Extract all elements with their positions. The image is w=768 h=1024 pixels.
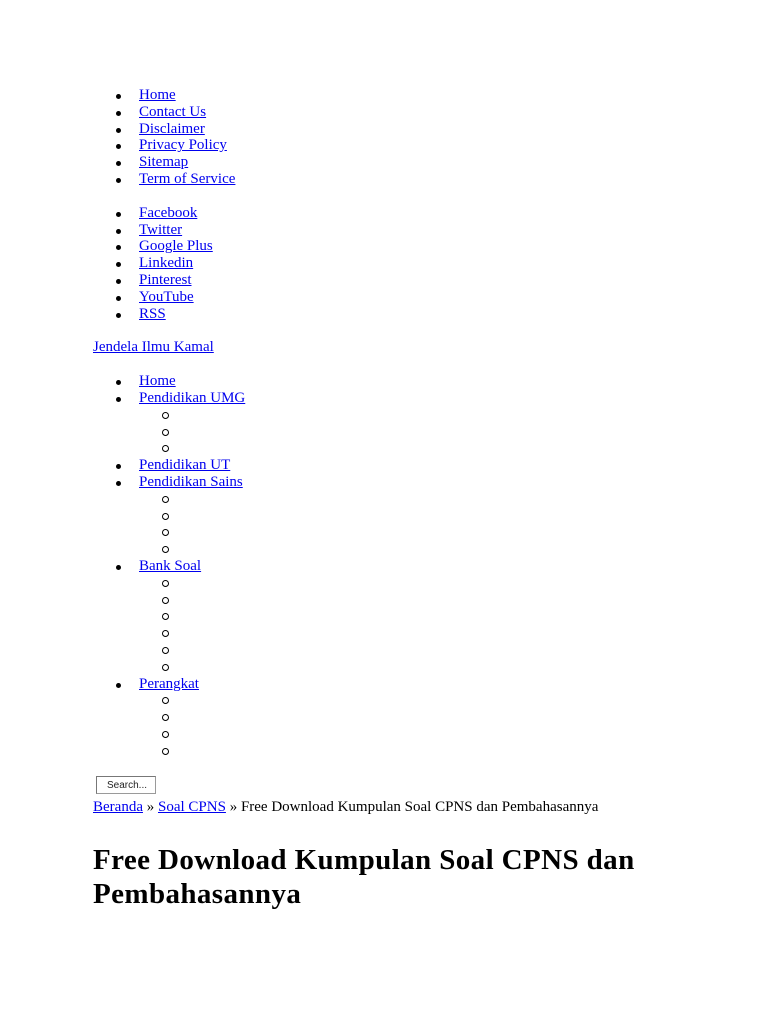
main-nav-link-home[interactable]: Home bbox=[139, 373, 176, 390]
main-nav-link-bank-soal[interactable]: Bank Soal bbox=[139, 557, 202, 574]
social-link-rss[interactable]: RSS bbox=[139, 305, 166, 322]
submenu-pendidikan-umg-wrapper bbox=[93, 407, 768, 457]
top-nav-item-contact bbox=[93, 104, 768, 121]
top-nav-item-tos bbox=[93, 171, 768, 188]
submenu-pendidikan-umg bbox=[93, 407, 768, 457]
social-link-twitter[interactable]: Twitter bbox=[139, 221, 183, 238]
submenu-item[interactable] bbox=[93, 592, 768, 609]
top-nav-link-contact[interactable]: Contact Us bbox=[139, 103, 207, 120]
social-item-youtube bbox=[93, 289, 768, 306]
main-nav-link-pendidikan-ut[interactable]: Pendidikan UT bbox=[139, 457, 231, 474]
top-nav-item-home bbox=[93, 87, 768, 104]
top-nav-link-sitemap[interactable]: Sitemap bbox=[139, 154, 189, 171]
submenu-bank-soal-wrapper bbox=[93, 575, 768, 676]
breadcrumb-home-link[interactable]: Beranda bbox=[93, 799, 143, 816]
main-nav-item-home bbox=[93, 373, 768, 390]
social-link-googleplus[interactable]: Google Plus bbox=[139, 238, 213, 255]
main-nav-link-perangkat[interactable]: Perangkat bbox=[139, 675, 199, 692]
breadcrumb-category-link[interactable]: Soal CPNS bbox=[157, 799, 226, 816]
submenu-item[interactable] bbox=[93, 608, 768, 625]
submenu-item[interactable] bbox=[93, 440, 768, 457]
site-title bbox=[93, 339, 768, 356]
top-nav-link-home[interactable]: Home bbox=[139, 87, 176, 103]
breadcrumb-separator: » bbox=[229, 799, 238, 816]
main-nav bbox=[93, 373, 768, 759]
post-title: Free Download Kumpulan Soal CPNS dan Pembahasannya bbox=[93, 844, 635, 911]
main-nav-link-pendidikan-sains[interactable]: Pendidikan Sains bbox=[139, 473, 243, 490]
submenu-item[interactable] bbox=[93, 508, 768, 525]
breadcrumb-separator: » bbox=[146, 799, 155, 816]
submenu-item[interactable] bbox=[93, 407, 768, 424]
submenu-item[interactable] bbox=[93, 743, 768, 760]
social-item-facebook bbox=[93, 205, 768, 222]
main-nav-item-pendidikan-ut bbox=[93, 457, 768, 474]
social-item-pinterest bbox=[93, 272, 768, 289]
social-link-linkedin[interactable]: Linkedin bbox=[139, 255, 194, 272]
top-nav-link-privacy[interactable]: Privacy Policy bbox=[139, 137, 227, 154]
submenu-item[interactable] bbox=[93, 491, 768, 508]
top-nav-link-disclaimer[interactable]: Disclaimer bbox=[139, 120, 205, 137]
top-nav bbox=[93, 87, 768, 188]
submenu-perangkat bbox=[93, 692, 768, 759]
social-item-twitter bbox=[93, 222, 768, 239]
submenu-item[interactable] bbox=[93, 625, 768, 642]
main-nav-item-pendidikan-umg bbox=[93, 390, 768, 407]
site-title-link[interactable]: Jendela Ilmu Kamal bbox=[93, 339, 214, 356]
top-nav-link-tos[interactable]: Term of Service bbox=[139, 170, 236, 187]
main-nav-item-bank-soal bbox=[93, 558, 768, 575]
submenu-item[interactable] bbox=[93, 659, 768, 676]
main-nav-item-pendidikan-sains bbox=[93, 474, 768, 491]
submenu-pendidikan-sains bbox=[93, 491, 768, 558]
breadcrumb bbox=[93, 799, 768, 816]
submenu-item[interactable] bbox=[93, 524, 768, 541]
submenu-item[interactable] bbox=[93, 726, 768, 743]
social-nav bbox=[93, 205, 768, 323]
breadcrumb-current: Free Download Kumpulan Soal CPNS dan Pembahasannya bbox=[240, 799, 599, 816]
social-link-youtube[interactable]: YouTube bbox=[139, 288, 194, 305]
submenu-item[interactable] bbox=[93, 575, 768, 592]
search-input[interactable]: Search... bbox=[96, 776, 156, 794]
social-link-facebook[interactable]: Facebook bbox=[139, 204, 198, 221]
social-link-pinterest[interactable]: Pinterest bbox=[139, 271, 192, 288]
submenu-perangkat-wrapper bbox=[93, 692, 768, 759]
social-item-rss bbox=[93, 306, 768, 323]
social-item-linkedin bbox=[93, 255, 768, 272]
submenu-item[interactable] bbox=[93, 692, 768, 709]
social-item-googleplus bbox=[93, 238, 768, 255]
submenu-item[interactable] bbox=[93, 541, 768, 558]
main-nav-item-perangkat bbox=[93, 676, 768, 693]
submenu-item[interactable] bbox=[93, 642, 768, 659]
top-nav-item-sitemap bbox=[93, 154, 768, 171]
submenu-item[interactable] bbox=[93, 424, 768, 441]
top-nav-item-disclaimer bbox=[93, 121, 768, 138]
submenu-pendidikan-sains-wrapper bbox=[93, 491, 768, 558]
submenu-item[interactable] bbox=[93, 709, 768, 726]
top-nav-item-privacy bbox=[93, 137, 768, 154]
submenu-bank-soal bbox=[93, 575, 768, 676]
main-nav-link-pendidikan-umg[interactable]: Pendidikan UMG bbox=[139, 389, 246, 406]
